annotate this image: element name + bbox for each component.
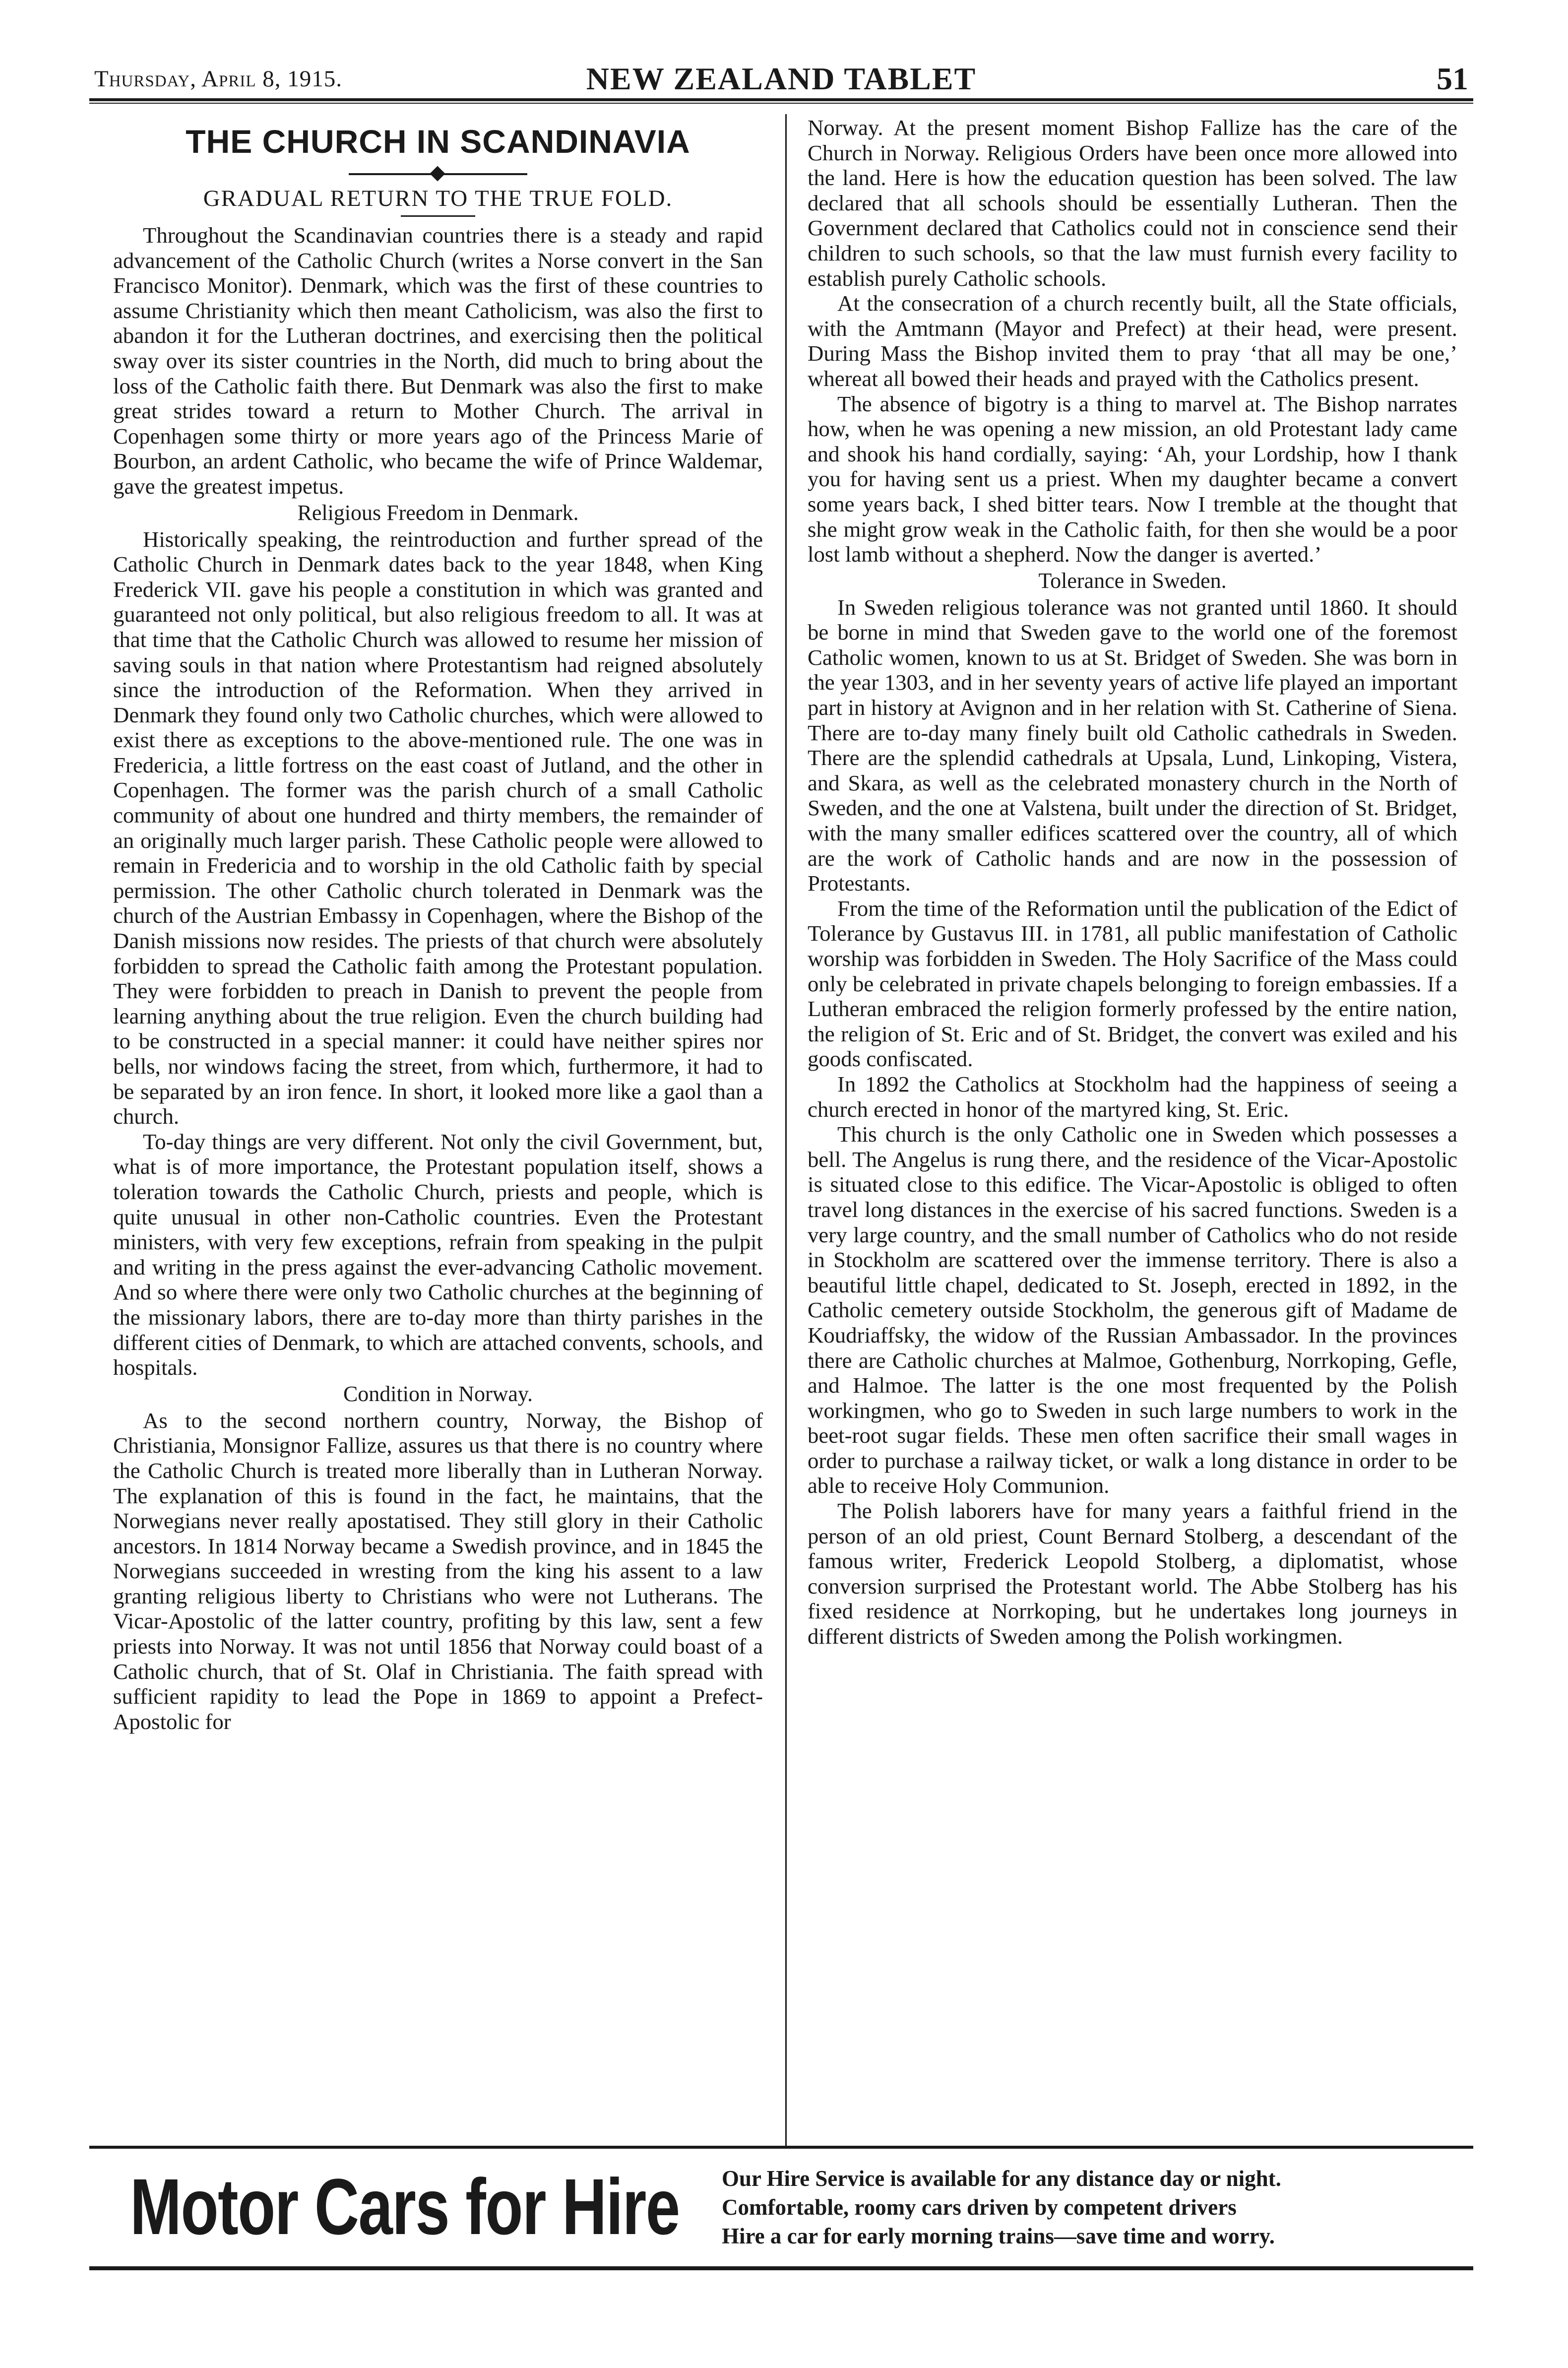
paragraph: To-day things are very different. Not only the civil Government, but, what is of more importance, the Protestant population itself, shows a toleration towards the Catholic Church, priests and people, which is quite unusual in other non-Catholic countries. Even the Protestant ministers, with very few exceptions, refrain from speaking in the pulpit and writing in the press against the ever-advancing Catholic movement. And so where there were only two Catholic churches at the beginning of the missionary labors, there are to-day more than thirty parishes in the different cities of Denmark, to which are attached convents, schools, and hospitals. [113,1129,763,1380]
article-subheadline: GRADUAL RETURN TO THE TRUE FOLD. [203,186,673,211]
paragraph: In 1892 the Catholics at Stockholm had the happiness of seeing a church erected in honor of the martyred king, St. Eric. [808,1071,1457,1122]
advert-rule-top [89,2146,1473,2149]
advert-headline: Motor Cars for Hire [130,2162,680,2251]
paragraph: From the time of the Reformation until the publication of the Edict of Tolerance by Gustavus III. in 1781, all public manifestation of Catholic worship was forbidden in Sweden. The Holy Sacrifice of the Mass could only be celebrated in private chapels belonging to foreign embassies. If a Lutheran embraced the religion formerly professed by the entire nation, the religion of St. Eric and of St. Bridget, the convert was exiled and his goods confiscated. [808,896,1457,1072]
paragraph: This church is the only Catholic one in Sweden which possesses a bell. The Angelus is rung there, and the residence of the Vicar-Apostolic is situated close to this edifice. The Vicar-Apostolic is obliged to often travel long distances in the exercise of his sacred functions. Sweden is a very large country, and the small number of Catholics who do not reside in Stockholm are scattered over the immense territory. There is also a beautiful little chapel, dedicated to St. Joseph, erected in 1892, in the Catholic cemetery outside Stockholm, the generous gift of Madame de Koudriaffsky, the widow of the Russian Ambassador. In the provinces there are Catholic churches at Malmoe, Gothenburg, Norrkoping, Gefle, and Halmoe. The latter is the one most frequented by the Polish workingmen, who go to Sweden in such large numbers to work in the beet-root sugar fields. These men often sacrifice their small wages in order to purchase a railway ticket, or walk a long distance in order to be able to receive Holy Communion. [808,1122,1457,1498]
masthead-rule [89,98,1473,104]
article-column-right [808,115,1457,1649]
subhead-rule [401,215,475,217]
paragraph: At the consecration of a church recently built, all the State officials, with the Amtmann (Mayor and Prefect) at their head, were present. During Mass the Bishop invited them to pray ‘that all may be one,’ whereat all bowed their heads and prayed with the Catholics present. [808,291,1457,391]
paragraph: Throughout the Scandinavian countries there is a steady and rapid advancement of the Catholic Church (writes a Norse convert in the San Francisco Monitor). Denmark, which was the first of these countries to assume Christianity which then meant Catholicism, was also the first to abandon it for the Lutheran doctrines, and exercising then the political sway over its sister countries in the North, did much to bring about the loss of the Catholic faith there. But Denmark was also the first to make great strides toward a return to Mother Church. The arrival in Copenhagen some thirty or more years ago of the Princess Marie of Bourbon, an ardent Catholic, who became the wife of Prince Waldemar, gave the greatest impetus. [113,223,763,499]
advert-copy [722,2164,1441,2250]
page-number: 51 [1437,61,1468,96]
article-column-left [113,115,763,1734]
article-headline: THE CHURCH IN SCANDINAVIA [186,123,690,160]
advert-line: Hire a car for early morning trains—save time and worry. [722,2224,1275,2248]
publication-title: NEW ZEALAND TABLET [586,61,977,96]
advert-rule-bottom [89,2266,1473,2270]
section-heading-denmark: Religious Freedom in Denmark. [297,500,579,525]
section-heading-sweden: Tolerance in Sweden. [1038,568,1227,593]
paragraph: Historically speaking, the reintroduction and further spread of the Catholic Church in Denmark dates back to the year 1848, when King Frederick VII. gave his people a constitution in which was granted and guaranteed not only political, but also religious freedom to all. It was at that time that the Catholic Church was allowed to resume her mission of saving souls in that nation where Protestantism had reigned absolutely since the introduction of the Reformation. When they arrived in Denmark they found only two Catholic churches, which were allowed to exist there as exceptions to the above-mentioned rule. The one was in Fredericia, a little fortress on the east coast of Jutland, and the other in Copenhagen. The former was the parish church of a small Catholic community of about one hundred and thirty members, the remainder of an originally much larger parish. These Catholic people were allowed to remain in Fredericia and to worship in the old Catholic faith by special permission. The other Catholic church tolerated in Denmark was the church of the Austrian Embassy in Copenhagen, where the Bishop of the Danish missions now resides. The priests of that church were absolutely forbidden to spread the Catholic faith among the Protestant population. They were forbidden to preach in Danish to prevent the people from learning anything about the true religion. Even the church building had to be constructed in a special manner: it could have neither spires nor bells, nor windows facing the street, from which, furthermore, it had to be separated by an iron fence. In short, it looked more like a gaol than a church. [113,526,763,1129]
masthead [94,61,1468,98]
headline-ornament [349,167,527,182]
advert-line: Comfortable, roomy cars driven by competent drivers [722,2195,1237,2220]
paragraph: The absence of bigotry is a thing to marvel at. The Bishop narrates how, when he was opening a new mission, an old Protestant lady came and shook his hand cordially, saying: ‘Ah, your Lordship, how I thank you for having sent us a priest. When my daughter became a convert some years back, I shed bitter tears. Now I tremble at the thought that she might grow weak in the Catholic faith, for then she would be a poor lost lamb without a shepherd. Now the danger is averted.’ [808,391,1457,567]
paragraph: In Sweden religious tolerance was not granted until 1860. It should be borne in mind that Sweden gave to the world one of the foremost Catholic women, known to us at St. Bridget of Sweden. She was born in the year 1303, and in her seventy years of active life played an important part in history at Avignon and in her relation with St. Catherine of Siena. There are to-day many finely built old Catholic cathedrals in Sweden. There are the splendid cathedrals at Upsala, Lund, Linkoping, Vistera, and Skara, as well as the celebrated monastery church in the North of Sweden, and the one at Valstena, built under the direction of St. Bridget, with the many smaller edifices scattered over the country, all of which are the work of Catholic hands and are now in the possession of Protestants. [808,594,1457,896]
advert-line: Our Hire Service is available for any distance day or night. [722,2166,1281,2191]
issue-date: Thursday, April 8, 1915. [94,66,343,92]
column-divider [785,114,787,2146]
paragraph: As to the second northern country, Norway, the Bishop of Christiania, Monsignor Fallize, assures us that there is no country where the Catholic Church is treated more liberally than in Lutheran Norway. The explanation of this is found in the fact, he maintains, that the Norwegians never really apostatised. They still glory in their Catholic ancestors. In 1814 Norway became a Swedish province, and in 1845 the Norwegians succeeded in wresting from the king his assent to a law granting religious liberty to Christians who were not Lutherans. The Vicar-Apostolic of the latter country, profiting by this law, sent a few priests into Norway. It was not until 1856 that Norway could boast of a Catholic church, that of St. Olaf in Christiania. The faith spread with sufficient rapidity to lead the Pope in 1869 to appoint a Prefect-Apostolic for [113,1408,763,1734]
paragraph: Norway. At the present moment Bishop Fallize has the care of the Church in Norway. Religious Orders have been once more allowed into the land. Here is how the education question has been solved. The law declared that all schools should be essentially Lutheran. Then the Government declared that Catholics could not in conscience send their children to such schools, so that the law must furnish every facility to establish purely Catholic schools. [808,115,1457,291]
paragraph: The Polish laborers have for many years a faithful friend in the person of an old priest, Count Bernard Stolberg, a descendant of the famous writer, Frederick Leopold Stolberg, a diplomatist, whose conversion surprised the Protestant world. The Abbe Stolberg has his fixed residence at Norrkoping, but he undertakes long journeys in different districts of Sweden among the Polish workingmen. [808,1498,1457,1649]
section-heading-norway: Condition in Norway. [343,1381,533,1406]
diamond-ornament-icon [430,166,445,181]
